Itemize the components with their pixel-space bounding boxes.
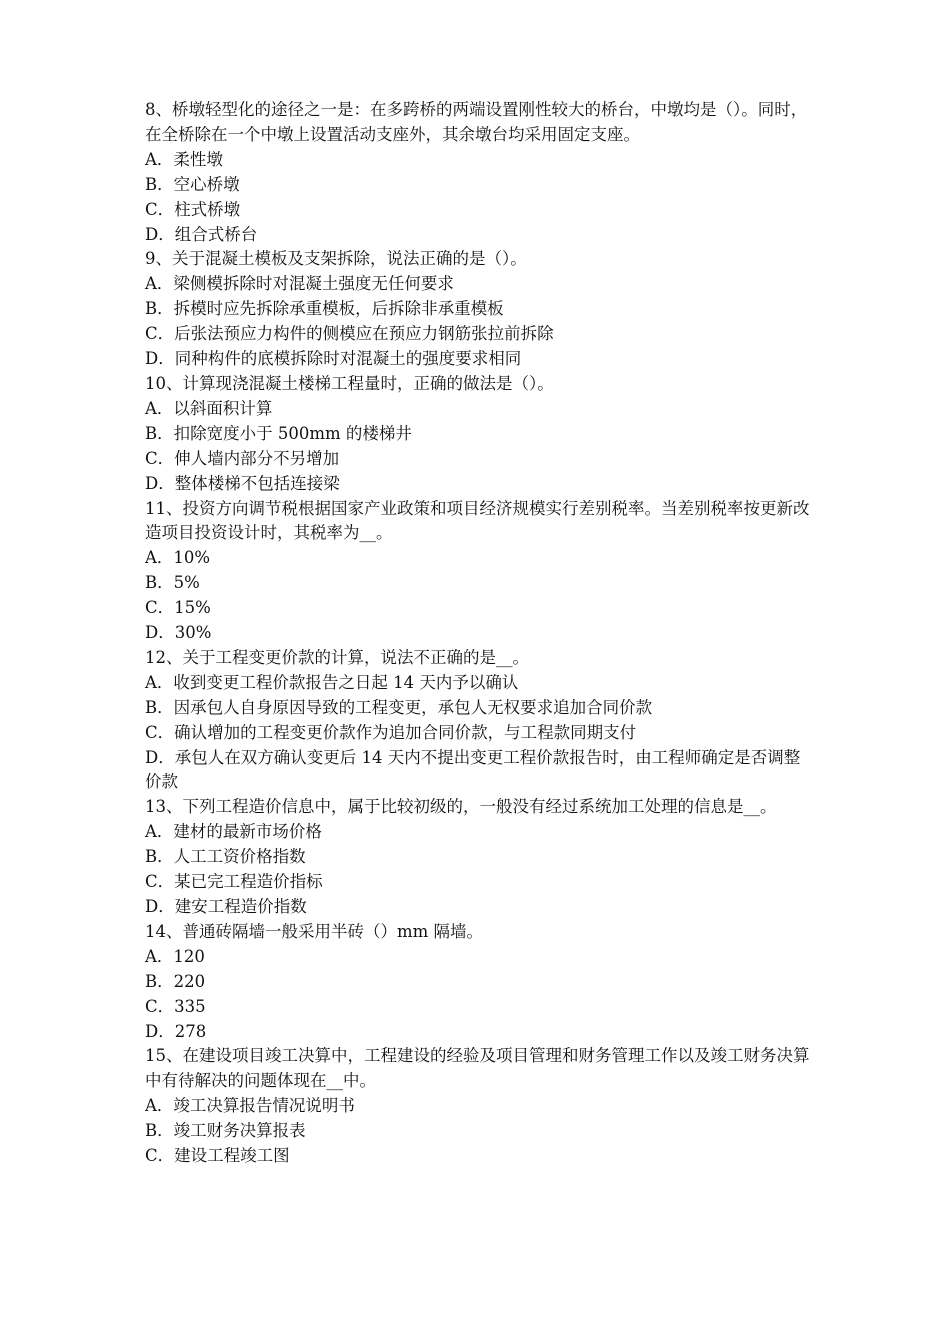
option-d: D．278 — [145, 1021, 207, 1041]
option-c: C．建设工程竣工图 — [145, 1146, 290, 1166]
option-b: B．空心桥墩 — [145, 174, 240, 194]
option-d: D．组合式桥台 — [145, 224, 258, 244]
question-15 — [145, 1044, 810, 1169]
question-stem: 10、计算现浇混凝土楼梯工程量时，正确的做法是（）。 — [145, 373, 554, 393]
option-b: B．人工工资价格指数 — [145, 847, 306, 867]
question-10 — [145, 372, 810, 497]
option-a: A．收到变更工程价款报告之日起 14 天内予以确认 — [145, 672, 519, 692]
question-11 — [145, 497, 810, 646]
question-stem: 11、投资方向调节税根据国家产业政策和项目经济规模实行差别税率。当差别税率按更新改造项目投资设计时，其税率为__。 — [145, 498, 810, 543]
question-8 — [145, 98, 810, 247]
option-a: A．梁侧模拆除时对混凝土强度无任何要求 — [145, 274, 454, 294]
option-c: C．伸人墙内部分不另增加 — [145, 448, 340, 468]
option-c: C．335 — [145, 996, 206, 1016]
question-list — [145, 98, 810, 1169]
option-a: A．120 — [145, 946, 205, 966]
option-b: B．220 — [145, 971, 206, 991]
option-a: A．以斜面积计算 — [145, 398, 273, 418]
option-d: D．承包人在双方确认变更后 14 天内不提出变更工程价款报告时，由工程师确定是否调整价款 — [145, 747, 801, 792]
option-b: B．扣除宽度小于 500mm 的楼梯井 — [145, 423, 412, 443]
option-c: C．确认增加的工程变更价款作为追加合同价款，与工程款同期支付 — [145, 722, 637, 742]
option-c: C．柱式桥墩 — [145, 199, 241, 219]
option-c: C．某已完工程造价指标 — [145, 872, 323, 892]
option-d: D．同种构件的底模拆除时对混凝土的强度要求相同 — [145, 349, 522, 369]
option-a: A．柔性墩 — [145, 149, 223, 169]
question-stem: 15、在建设项目竣工决算中，工程建设的经验及项目管理和财务管理工作以及竣工财务决算中有待解决的问题体现在__中。 — [145, 1046, 810, 1091]
option-d: D．30% — [145, 623, 212, 643]
question-stem: 14、普通砖隔墙一般采用半砖（）mm 隔墙。 — [145, 921, 484, 941]
question-stem: 8、桥墩轻型化的途径之一是：在多跨桥的两端设置刚性较大的桥台，中墩均是（）。同时，在全桥除在一个中墩上设置活动支座外，其余墩台均采用固定支座。 — [145, 100, 808, 144]
option-d: D．建安工程造价指数 — [145, 897, 307, 916]
option-a: A．竣工决算报告情况说明书 — [145, 1096, 355, 1116]
option-b: B．因承包人自身原因导致的工程变更，承包人无权要求追加合同价款 — [145, 697, 653, 717]
option-d: D．整体楼梯不包括连接梁 — [145, 473, 340, 493]
question-14 — [145, 920, 810, 1045]
option-b: B．拆模时应先拆除承重模板，后拆除非承重模板 — [145, 299, 504, 319]
option-c: C．后张法预应力构件的侧模应在预应力钢筋张拉前拆除 — [145, 324, 554, 344]
question-12 — [145, 646, 810, 795]
option-a: A．10% — [145, 548, 211, 568]
question-stem: 9、关于混凝土模板及支架拆除，说法正确的是（）。 — [145, 249, 527, 269]
option-b: B．5% — [145, 573, 200, 593]
option-a: A．建材的最新市场价格 — [145, 822, 322, 842]
option-b: B．竣工财务决算报表 — [145, 1121, 306, 1141]
question-13 — [145, 795, 810, 920]
question-9 — [145, 247, 810, 372]
option-c: C．15% — [145, 598, 211, 618]
question-stem: 12、关于工程变更价款的计算，说法不正确的是__。 — [145, 647, 529, 667]
question-stem: 13、下列工程造价信息中，属于比较初级的，一般没有经过系统加工处理的信息是__。 — [145, 797, 777, 817]
